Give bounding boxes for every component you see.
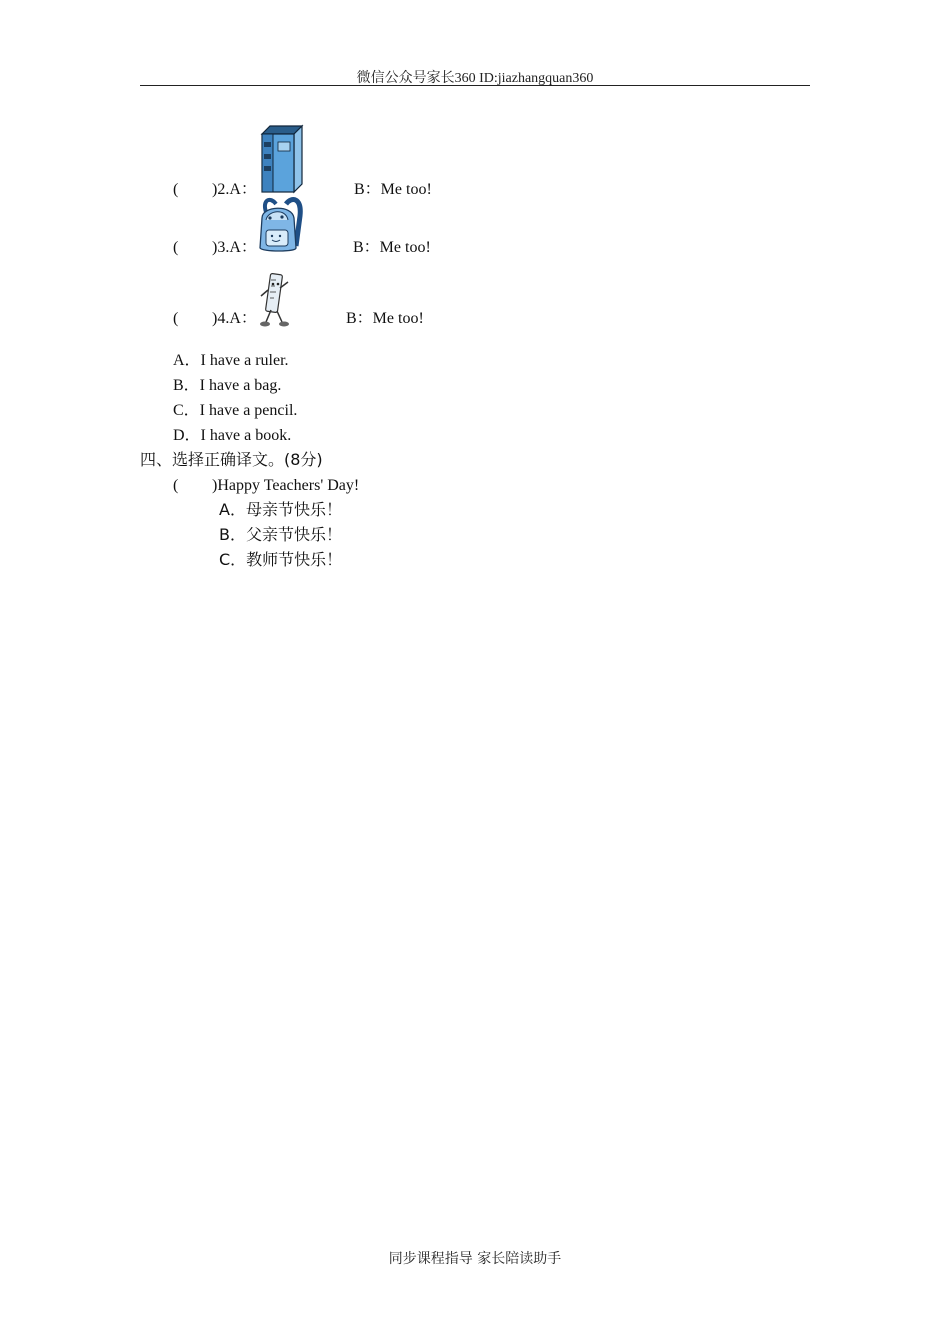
book-icon <box>258 124 304 194</box>
option-b: B．I have a bag. <box>173 377 282 394</box>
section-4-heading: 四、选择正确译文。(8分) <box>140 450 323 469</box>
section-4-bracket: ( <box>173 477 179 494</box>
header-divider <box>140 85 810 86</box>
section-4-question: )Happy Teachers' Day! <box>212 477 360 494</box>
answer-bracket-3: ( <box>173 239 179 256</box>
answer-bracket-2: ( <box>173 181 179 198</box>
page-footer: 同步课程指导 家长陪读助手 <box>388 1251 562 1267</box>
answer-b-3: B：Me too! <box>353 239 431 256</box>
option-c: C．I have a pencil. <box>173 402 298 419</box>
answer-bracket-4: ( <box>173 310 179 327</box>
backpack-icon <box>256 196 304 254</box>
option-d: D．I have a book. <box>173 427 292 444</box>
question-label-2: )2.A： <box>212 181 257 198</box>
ruler-icon <box>258 270 294 328</box>
answer-b-2: B：Me too! <box>354 181 432 198</box>
choice-a: A．母亲节快乐！ <box>219 500 342 519</box>
question-label-3: )3.A： <box>212 239 257 256</box>
question-label-4: )4.A： <box>212 310 257 327</box>
choice-c: C．教师节快乐！ <box>219 550 343 569</box>
option-a: A．I have a ruler. <box>173 352 289 369</box>
choice-b: B．父亲节快乐！ <box>219 525 342 544</box>
answer-b-4: B：Me too! <box>346 310 424 327</box>
page-header: 微信公众号家长360 ID:jiazhangquan360 <box>356 71 594 86</box>
